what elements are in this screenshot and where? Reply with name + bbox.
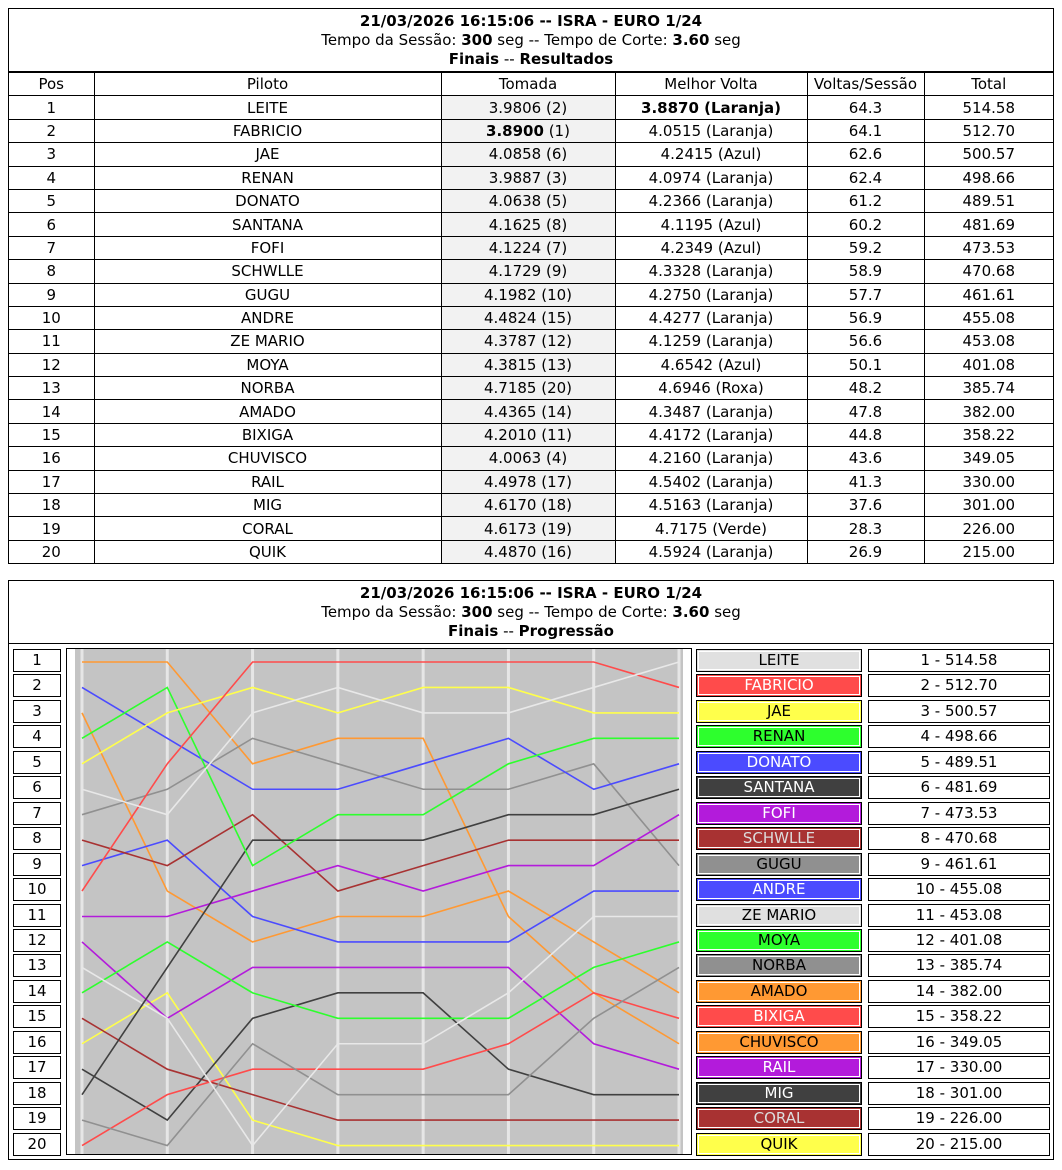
driver-name-text: FOFI xyxy=(762,803,796,822)
cell-voltas-sessao: 64.1 xyxy=(807,119,924,142)
cell-pos: 12 xyxy=(9,353,94,376)
cell-pos: 1 xyxy=(9,96,94,119)
cut-time-value: 3.60 xyxy=(672,31,710,49)
cell-voltas-sessao: 28.3 xyxy=(807,517,924,540)
position-label: 6 xyxy=(13,776,61,799)
cell-piloto: NORBA xyxy=(94,377,441,400)
cell-melhor-volta: 4.3487 (Laranja) xyxy=(615,400,807,423)
table-row xyxy=(9,423,1053,446)
table-row xyxy=(9,494,1053,517)
driver-total-label: 5 - 489.51 xyxy=(868,751,1050,774)
cell-piloto: RENAN xyxy=(94,166,441,189)
cell-voltas-sessao: 64.3 xyxy=(807,96,924,119)
cell-tomada: 4.3815 (13) xyxy=(441,353,615,376)
driver-name-text: FABRICIO xyxy=(744,676,814,695)
table-row xyxy=(9,260,1053,283)
cell-pos: 16 xyxy=(9,447,94,470)
driver-total-label: 17 - 330.00 xyxy=(868,1056,1050,1079)
cell-piloto: AMADO xyxy=(94,400,441,423)
cell-total: 382.00 xyxy=(924,400,1053,423)
cell-tomada: 4.1729 (9) xyxy=(441,260,615,283)
cell-piloto: CHUVISCO xyxy=(94,447,441,470)
table-row xyxy=(9,189,1053,212)
subtitle-sep: -- xyxy=(498,622,519,640)
progression-session-info xyxy=(9,603,1053,622)
session-time-label: Tempo da Sessão: xyxy=(321,31,462,49)
col-header-piloto: Piloto xyxy=(94,73,441,96)
table-row xyxy=(9,96,1053,119)
cell-total: 453.08 xyxy=(924,330,1053,353)
cell-total: 385.74 xyxy=(924,377,1053,400)
cell-pos: 15 xyxy=(9,423,94,446)
position-label: 2 xyxy=(13,674,61,697)
driver-name-text: BIXIGA xyxy=(753,1007,805,1026)
cell-voltas-sessao: 44.8 xyxy=(807,423,924,446)
cell-melhor-volta: 4.1195 (Azul) xyxy=(615,213,807,236)
cell-voltas-sessao: 61.2 xyxy=(807,189,924,212)
cell-voltas-sessao: 48.2 xyxy=(807,377,924,400)
progression-label: Progressão xyxy=(518,622,614,640)
session-time-value: 300 xyxy=(461,31,493,49)
position-label: 15 xyxy=(13,1005,61,1028)
driver-name-label xyxy=(696,1107,862,1130)
cell-pos: 2 xyxy=(9,119,94,142)
cell-tomada: 4.4824 (15) xyxy=(441,306,615,329)
driver-name-label xyxy=(696,1133,862,1156)
cell-tomada: 4.4870 (16) xyxy=(441,540,615,563)
driver-name-label xyxy=(696,954,862,977)
cell-voltas-sessao: 26.9 xyxy=(807,540,924,563)
driver-total-label: 11 - 453.08 xyxy=(868,904,1050,927)
position-label: 11 xyxy=(13,904,61,927)
table-row xyxy=(9,236,1053,259)
results-subtitle xyxy=(9,50,1053,69)
cell-melhor-volta: 4.6946 (Roxa) xyxy=(615,377,807,400)
position-label: 7 xyxy=(13,802,61,825)
cell-piloto: DONATO xyxy=(94,189,441,212)
cell-pos: 9 xyxy=(9,283,94,306)
cell-piloto: MOYA xyxy=(94,353,441,376)
cell-melhor-volta: 4.2160 (Laranja) xyxy=(615,447,807,470)
results-body xyxy=(9,96,1053,564)
driver-name-label xyxy=(696,980,862,1003)
cell-pos: 7 xyxy=(9,236,94,259)
cell-tomada: 4.6170 (18) xyxy=(441,494,615,517)
results-label: Resultados xyxy=(519,50,614,68)
driver-name-label xyxy=(696,904,862,927)
results-session-info xyxy=(9,31,1053,50)
cell-total: 349.05 xyxy=(924,447,1053,470)
position-label: 18 xyxy=(13,1082,61,1105)
driver-name-label xyxy=(696,827,862,850)
progression-chart xyxy=(66,648,692,1155)
driver-name-label xyxy=(696,725,862,748)
driver-name-text: CORAL xyxy=(753,1109,805,1128)
driver-total-label: 14 - 382.00 xyxy=(868,980,1050,1003)
position-label: 9 xyxy=(13,853,61,876)
cell-melhor-volta: 4.3328 (Laranja) xyxy=(615,260,807,283)
driver-total-label: 13 - 385.74 xyxy=(868,954,1050,977)
results-header-row xyxy=(9,73,1053,96)
cell-voltas-sessao: 43.6 xyxy=(807,447,924,470)
position-label: 14 xyxy=(13,980,61,1003)
driver-name-text: DONATO xyxy=(746,752,812,771)
best-qualifying-time: 3.8900 xyxy=(486,121,544,140)
results-header xyxy=(9,9,1053,72)
cell-tomada: 4.1625 (8) xyxy=(441,213,615,236)
stage-label: Finais xyxy=(448,50,500,68)
driver-total-label: 20 - 215.00 xyxy=(868,1133,1050,1156)
driver-name-text: JAE xyxy=(767,701,791,720)
cell-melhor-volta: 4.4172 (Laranja) xyxy=(615,423,807,446)
table-row xyxy=(9,306,1053,329)
driver-name-label xyxy=(696,802,862,825)
progression-header xyxy=(9,581,1053,644)
cell-total: 473.53 xyxy=(924,236,1053,259)
cell-melhor-volta: 4.2366 (Laranja) xyxy=(615,189,807,212)
col-header-pos: Pos xyxy=(9,73,94,96)
driver-name-label xyxy=(696,853,862,876)
col-header-tomada: Tomada xyxy=(441,73,615,96)
driver-name-label xyxy=(696,700,862,723)
cell-voltas-sessao: 37.6 xyxy=(807,494,924,517)
table-row xyxy=(9,119,1053,142)
driver-name-text: LEITE xyxy=(758,651,800,669)
cell-tomada: 4.4978 (17) xyxy=(441,470,615,493)
cell-total: 461.61 xyxy=(924,283,1053,306)
driver-total-label: 1 - 514.58 xyxy=(868,649,1050,672)
cell-voltas-sessao: 47.8 xyxy=(807,400,924,423)
table-row xyxy=(9,377,1053,400)
driver-name-text: RAIL xyxy=(762,1058,796,1077)
cell-pos: 19 xyxy=(9,517,94,540)
cell-tomada: 4.1224 (7) xyxy=(441,236,615,259)
table-row xyxy=(9,400,1053,423)
results-panel xyxy=(8,8,1054,564)
cell-melhor-volta: 4.2415 (Azul) xyxy=(615,143,807,166)
position-label: 5 xyxy=(13,751,61,774)
driver-total-label: 3 - 500.57 xyxy=(868,700,1050,723)
driver-total-label: 4 - 498.66 xyxy=(868,725,1050,748)
col-header-melhor-volta: Melhor Volta xyxy=(615,73,807,96)
progression-panel xyxy=(8,580,1054,1160)
table-row xyxy=(9,353,1053,376)
table-row xyxy=(9,330,1053,353)
cell-voltas-sessao: 57.7 xyxy=(807,283,924,306)
cell-tomada: 3.8900 (1) xyxy=(441,119,615,142)
cell-tomada: 4.0858 (6) xyxy=(441,143,615,166)
cell-tomada: 4.7185 (20) xyxy=(441,377,615,400)
cell-piloto: SCHWLLE xyxy=(94,260,441,283)
cell-tomada: 4.3787 (12) xyxy=(441,330,615,353)
cell-piloto: ANDRE xyxy=(94,306,441,329)
table-row xyxy=(9,517,1053,540)
cell-voltas-sessao: 41.3 xyxy=(807,470,924,493)
position-label: 12 xyxy=(13,929,61,952)
cell-piloto: BIXIGA xyxy=(94,423,441,446)
cut-time-unit: seg xyxy=(709,603,741,621)
position-label: 10 xyxy=(13,878,61,901)
cell-melhor-volta: 4.0974 (Laranja) xyxy=(615,166,807,189)
cell-tomada: 4.0638 (5) xyxy=(441,189,615,212)
driver-name-text: AMADO xyxy=(750,981,808,1000)
cell-pos: 17 xyxy=(9,470,94,493)
driver-total-label: 8 - 470.68 xyxy=(868,827,1050,850)
cell-pos: 5 xyxy=(9,189,94,212)
cell-melhor-volta: 4.2349 (Azul) xyxy=(615,236,807,259)
position-label: 4 xyxy=(13,725,61,748)
cell-voltas-sessao: 58.9 xyxy=(807,260,924,283)
cell-total: 514.58 xyxy=(924,96,1053,119)
table-row xyxy=(9,166,1053,189)
driver-name-text: ANDRE xyxy=(752,880,806,899)
driver-total-label: 16 - 349.05 xyxy=(868,1031,1050,1054)
cell-total: 498.66 xyxy=(924,166,1053,189)
driver-total-label: 2 - 512.70 xyxy=(868,674,1050,697)
cell-piloto: CORAL xyxy=(94,517,441,540)
driver-name-text: SANTANA xyxy=(743,778,815,797)
cell-melhor-volta: 4.4277 (Laranja) xyxy=(615,306,807,329)
cell-piloto: FABRICIO xyxy=(94,119,441,142)
cell-pos: 11 xyxy=(9,330,94,353)
driver-name-label xyxy=(696,929,862,952)
cut-time-value: 3.60 xyxy=(672,603,710,621)
driver-total-label: 18 - 301.00 xyxy=(868,1082,1050,1105)
cut-time-label: seg -- Tempo de Corte: xyxy=(492,603,673,621)
cell-voltas-sessao: 59.2 xyxy=(807,236,924,259)
cell-piloto: SANTANA xyxy=(94,213,441,236)
driver-name-label xyxy=(696,878,862,901)
driver-name-text: QUIK xyxy=(760,1134,798,1153)
cell-pos: 13 xyxy=(9,377,94,400)
col-header-voltas-sessao: Voltas/Sessão xyxy=(807,73,924,96)
cell-voltas-sessao: 50.1 xyxy=(807,353,924,376)
position-label: 8 xyxy=(13,827,61,850)
cell-tomada: 4.1982 (10) xyxy=(441,283,615,306)
results-table xyxy=(9,72,1053,564)
driver-name-text: GUGU xyxy=(756,854,802,873)
cell-voltas-sessao: 62.4 xyxy=(807,166,924,189)
cell-total: 301.00 xyxy=(924,494,1053,517)
cut-time-label: seg -- Tempo de Corte: xyxy=(492,31,673,49)
cell-piloto: RAIL xyxy=(94,470,441,493)
stage-label: Finais xyxy=(448,622,499,640)
table-row xyxy=(9,213,1053,236)
cell-total: 489.51 xyxy=(924,189,1053,212)
cell-melhor-volta: 4.5163 (Laranja) xyxy=(615,494,807,517)
col-header-total: Total xyxy=(924,73,1053,96)
cell-melhor-volta: 4.5402 (Laranja) xyxy=(615,470,807,493)
cell-tomada: 3.9887 (3) xyxy=(441,166,615,189)
progression-subtitle xyxy=(9,622,1053,641)
cell-pos: 18 xyxy=(9,494,94,517)
cell-pos: 20 xyxy=(9,540,94,563)
cell-total: 500.57 xyxy=(924,143,1053,166)
driver-name-label xyxy=(696,649,862,672)
cell-piloto: FOFI xyxy=(94,236,441,259)
cell-voltas-sessao: 56.9 xyxy=(807,306,924,329)
session-time-value: 300 xyxy=(461,603,493,621)
position-label: 16 xyxy=(13,1031,61,1054)
cell-tomada: 4.6173 (19) xyxy=(441,517,615,540)
session-time-label: Tempo da Sessão: xyxy=(321,603,462,621)
position-label: 1 xyxy=(13,649,61,672)
driver-total-label: 9 - 461.61 xyxy=(868,853,1050,876)
cell-total: 470.68 xyxy=(924,260,1053,283)
driver-name-text: CHUVISCO xyxy=(739,1032,819,1051)
driver-total-label: 15 - 358.22 xyxy=(868,1005,1050,1028)
driver-total-label: 12 - 401.08 xyxy=(868,929,1050,952)
driver-name-label xyxy=(696,674,862,697)
cell-voltas-sessao: 60.2 xyxy=(807,213,924,236)
cell-total: 401.08 xyxy=(924,353,1053,376)
cell-melhor-volta: 4.7175 (Verde) xyxy=(615,517,807,540)
cell-pos: 4 xyxy=(9,166,94,189)
cell-total: 330.00 xyxy=(924,470,1053,493)
progression-chart-svg xyxy=(67,649,691,1154)
driver-name-text: ZE MARIO xyxy=(741,905,817,924)
cell-total: 512.70 xyxy=(924,119,1053,142)
driver-name-label xyxy=(696,751,862,774)
cell-voltas-sessao: 56.6 xyxy=(807,330,924,353)
cell-melhor-volta: 4.0515 (Laranja) xyxy=(615,119,807,142)
cell-tomada: 4.0063 (4) xyxy=(441,447,615,470)
position-label: 3 xyxy=(13,700,61,723)
cell-pos: 3 xyxy=(9,143,94,166)
cell-tomada: 4.2010 (11) xyxy=(441,423,615,446)
cut-time-unit: seg xyxy=(709,31,741,49)
position-label: 19 xyxy=(13,1107,61,1130)
driver-total-label: 7 - 473.53 xyxy=(868,802,1050,825)
cell-total: 481.69 xyxy=(924,213,1053,236)
cell-tomada: 3.9806 (2) xyxy=(441,96,615,119)
cell-piloto: ZE MARIO xyxy=(94,330,441,353)
cell-piloto: LEITE xyxy=(94,96,441,119)
cell-total: 226.00 xyxy=(924,517,1053,540)
cell-tomada: 4.4365 (14) xyxy=(441,400,615,423)
cell-melhor-volta: 4.1259 (Laranja) xyxy=(615,330,807,353)
cell-total: 455.08 xyxy=(924,306,1053,329)
cell-melhor-volta: 4.2750 (Laranja) xyxy=(615,283,807,306)
position-label: 20 xyxy=(13,1133,61,1156)
driver-total-label: 10 - 455.08 xyxy=(868,878,1050,901)
cell-piloto: MIG xyxy=(94,494,441,517)
driver-name-text: NORBA xyxy=(751,956,806,975)
table-row xyxy=(9,283,1053,306)
driver-name-label xyxy=(696,776,862,799)
driver-name-text: SCHWLLE xyxy=(742,829,816,848)
driver-total-label: 19 - 226.00 xyxy=(868,1107,1050,1130)
driver-name-text: MOYA xyxy=(757,930,801,949)
table-row xyxy=(9,470,1053,493)
driver-name-text: MIG xyxy=(764,1083,794,1102)
cell-total: 215.00 xyxy=(924,540,1053,563)
cell-pos: 14 xyxy=(9,400,94,423)
cell-pos: 6 xyxy=(9,213,94,236)
driver-name-label xyxy=(696,1056,862,1079)
cell-voltas-sessao: 62.6 xyxy=(807,143,924,166)
cell-piloto: JAE xyxy=(94,143,441,166)
subtitle-sep: -- xyxy=(499,50,520,68)
driver-name-text: RENAN xyxy=(752,727,806,746)
table-row xyxy=(9,447,1053,470)
driver-name-label xyxy=(696,1005,862,1028)
position-label: 17 xyxy=(13,1056,61,1079)
cell-melhor-volta: 3.8870 (Laranja) xyxy=(615,96,807,119)
driver-name-label xyxy=(696,1031,862,1054)
cell-melhor-volta: 4.6542 (Azul) xyxy=(615,353,807,376)
driver-total-label: 6 - 481.69 xyxy=(868,776,1050,799)
cell-piloto: GUGU xyxy=(94,283,441,306)
results-title: 21/03/2026 16:15:06 -- ISRA - EURO 1/24 xyxy=(359,12,703,30)
table-row xyxy=(9,143,1053,166)
position-label: 13 xyxy=(13,954,61,977)
cell-pos: 8 xyxy=(9,260,94,283)
cell-melhor-volta: 4.5924 (Laranja) xyxy=(615,540,807,563)
cell-pos: 10 xyxy=(9,306,94,329)
table-row xyxy=(9,540,1053,563)
cell-total: 358.22 xyxy=(924,423,1053,446)
cell-piloto: QUIK xyxy=(94,540,441,563)
driver-name-label xyxy=(696,1082,862,1105)
progression-title: 21/03/2026 16:15:06 -- ISRA - EURO 1/24 xyxy=(359,584,703,602)
